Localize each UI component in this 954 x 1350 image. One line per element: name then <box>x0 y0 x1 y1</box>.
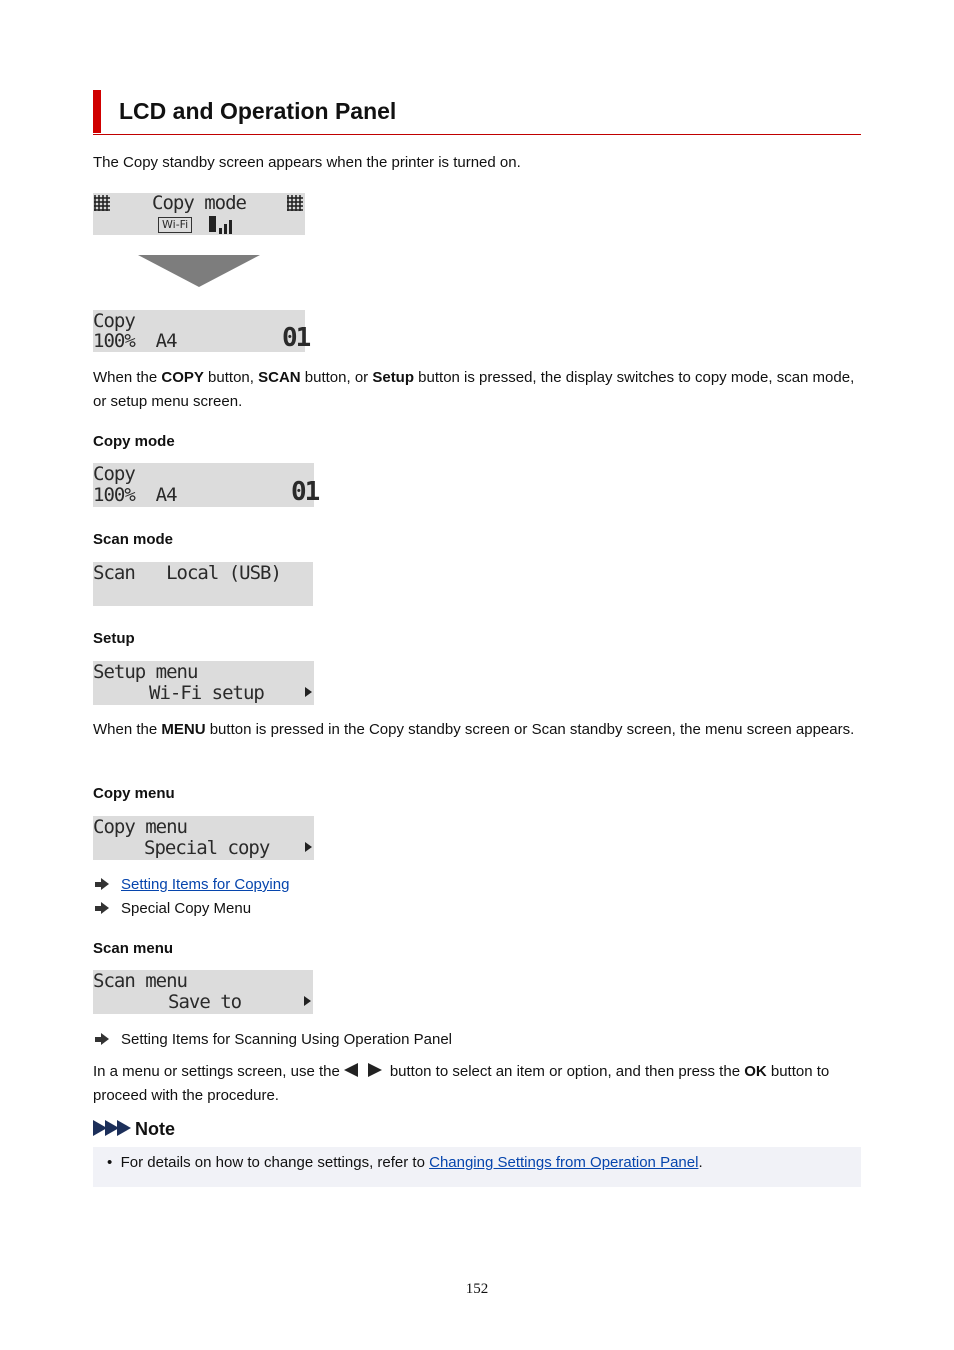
setting-items-scanning-text: Setting Items for Scanning Using Operation Panel <box>121 1031 453 1048</box>
lcd-standby-copy-mode <box>93 193 305 235</box>
grid-icon <box>287 195 303 211</box>
wifi-badge: Wi-Fi <box>158 217 192 233</box>
lcd-line: Scan menu <box>93 970 187 992</box>
navigation-text: In a menu or settings screen, use the button to select an item or option, and then press the OK button to proceed with the procedure. <box>93 1063 830 1104</box>
down-arrow-icon <box>138 255 260 287</box>
lcd-line: Copy mode <box>152 192 246 214</box>
lcd-line: 100% A4 <box>93 484 177 506</box>
signal-strength-icon <box>209 216 237 234</box>
lcd-line: Wi-Fi setup <box>149 682 264 704</box>
special-copy-menu-text: Special Copy Menu <box>121 900 252 917</box>
lcd-setup-menu <box>93 661 314 705</box>
setting-items-copying-link[interactable]: Setting Items for Copying <box>121 876 290 893</box>
left-triangle-icon <box>344 1063 358 1077</box>
menu-button-text: When the MENU button is pressed in the Copy standby screen or Scan standby screen, the menu screen appears. <box>93 721 855 738</box>
arrow-right-icon <box>95 879 109 889</box>
lcd-copy-mode <box>93 463 319 507</box>
intro-text: The Copy standby screen appears when the printer is turned on. <box>93 154 521 171</box>
copy-mode-heading: Copy mode <box>93 433 175 450</box>
right-arrow-icon <box>305 687 312 697</box>
note-box <box>93 1147 861 1187</box>
copy-menu-heading: Copy menu <box>93 785 175 802</box>
changing-settings-link[interactable]: Changing Settings from Operation Panel <box>429 1154 699 1171</box>
scan-menu-heading: Scan menu <box>93 940 174 957</box>
lcd-line: Scan Local (USB) <box>93 562 281 584</box>
lcd-line: Save to <box>168 991 242 1013</box>
note-icon <box>93 1120 131 1136</box>
lcd-line: Copy <box>93 310 135 332</box>
lcd-copy-standby <box>93 310 310 353</box>
right-arrow-icon <box>305 842 312 852</box>
lcd-line: Setup menu <box>93 661 198 683</box>
page-title: LCD and Operation Panel <box>119 98 397 124</box>
lcd-copies: 01 <box>291 477 319 507</box>
title-accent-bar <box>93 90 101 133</box>
lcd-copy-menu <box>93 816 314 860</box>
list-item <box>95 1028 452 1052</box>
list-item <box>95 873 289 897</box>
lcd-line: Copy <box>93 463 135 485</box>
lcd-scan-menu <box>93 970 313 1014</box>
note-item: • For details on how to change settings, refer to Changing Settings from Operation Panel. <box>107 1154 703 1171</box>
page-number: 152 <box>465 1281 489 1297</box>
lcd-scan-mode <box>93 562 313 606</box>
mode-switch-text: When the COPY button, SCAN button, or Setup button is pressed, the display switches to copy mode, scan mode, or setup menu screen. <box>93 369 855 410</box>
arrow-right-icon <box>95 1034 109 1044</box>
note-heading: Note <box>93 1119 175 1140</box>
setup-heading: Setup <box>93 630 135 647</box>
lcd-line: Copy menu <box>93 816 187 838</box>
right-arrow-icon <box>304 996 311 1006</box>
arrow-right-icon <box>95 903 109 913</box>
grid-icon <box>94 195 110 211</box>
lcd-line: Special copy <box>144 837 270 859</box>
bullet-icon: • <box>107 1154 121 1171</box>
page-title-block <box>93 90 861 135</box>
list-item <box>95 897 251 921</box>
lcd-line: 100% A4 <box>93 330 177 352</box>
right-triangle-icon <box>368 1063 382 1077</box>
lcd-copies: 01 <box>282 323 310 353</box>
scan-mode-heading: Scan mode <box>93 531 174 548</box>
